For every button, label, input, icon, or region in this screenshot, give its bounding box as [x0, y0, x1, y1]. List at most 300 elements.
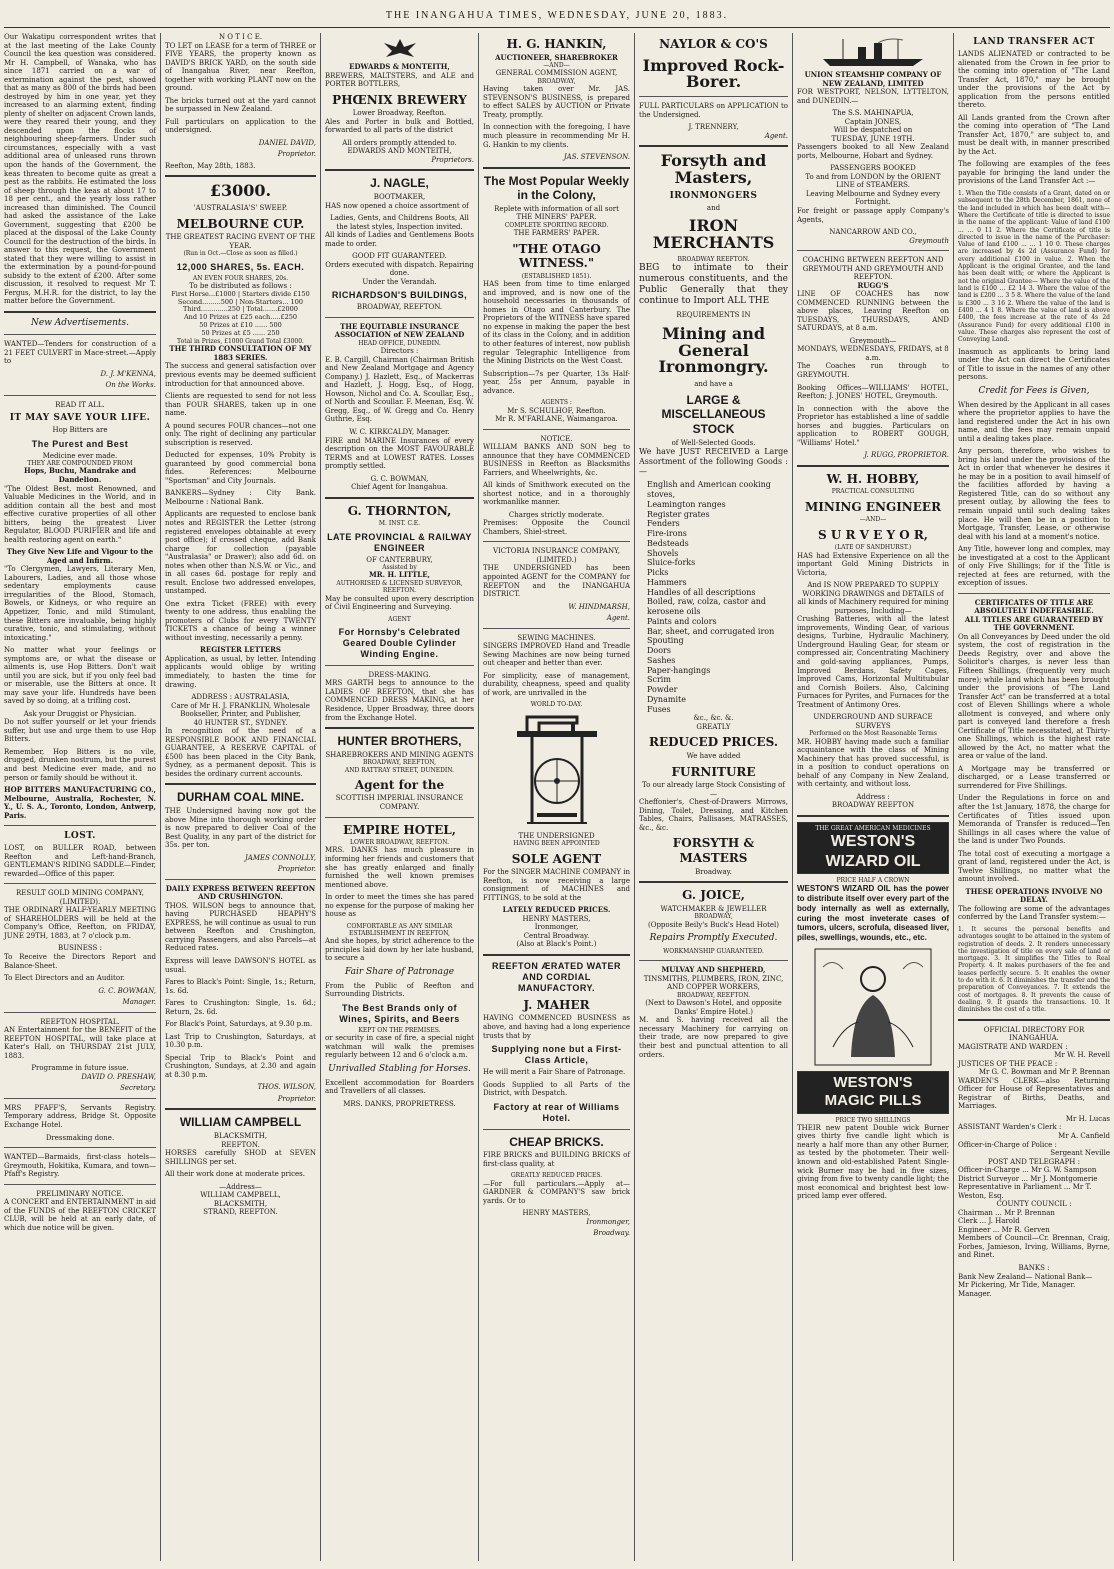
- ad-heading: For Hornsby's Celebrated Geared Double Cylinder Winding Engine.: [338, 626, 461, 659]
- ad-heading: J. MAHER: [523, 997, 590, 1012]
- directory-label: BANKS :: [1018, 1263, 1050, 1272]
- ad-text: Ales and Porter in bulk and Bottled, forwarded to all parts of the district: [325, 117, 474, 135]
- ad-text: Booking Offices—WILLIAMS' HOTEL, Reefton; J. JONES' HOTEL, Greymouth.: [797, 383, 949, 401]
- divider: [797, 465, 949, 467]
- ad-text: (Run in Oct.—Close as soon as filled.): [183, 250, 298, 258]
- banner-text: THE GREAT AMERICAN MEDICINES: [815, 824, 931, 832]
- ad-signature: HENRY MASTERS,: [522, 1209, 591, 1218]
- banner-text: WIZARD OIL: [825, 852, 921, 870]
- ad-text: E. B. Cargill, Chairman (Chairman British and New Zealand Mortgage and Agency Company.) J. Hazlett, Esq., of Mackerras and Hazlett, J. Hogg, Esq., of Hogg, Howson, Nichol and Co. A. Scoullar, Esq., of North and Scoullar. F. Meenan, Esq. W. Gregg, Esq., of W. Gregg and Co. Henry Guthrie, Esq.: [325, 355, 474, 424]
- ad-text: (ESTABLISHED 1851).: [521, 272, 592, 280]
- ad-text: They Give New Life and Vigour to the Aged and Infirm.: [6, 547, 154, 565]
- divider: [325, 497, 474, 499]
- ad-text: MRS. DANKS has much pleasure in informing her friends and customers that she has greatly enlarged and finally furnished the well known premises mentioned above.: [325, 846, 474, 889]
- phoenix-emblem-icon: [380, 37, 420, 59]
- list-item: Leamington ranges: [647, 499, 726, 509]
- ad-text: To our already large Stock Consisting of—: [642, 781, 785, 798]
- ad-heading: J. NAGLE,: [370, 176, 429, 191]
- ad-heading: COACHING BETWEEN REEFTON AND GREYMOUTH AND GREYMOUTH AND REEFTON.: [802, 256, 944, 282]
- divider: [639, 881, 788, 883]
- ad-text: MR. H. LITTLE,: [369, 570, 430, 580]
- ad-heading: S U R V E Y O R,: [818, 527, 928, 542]
- ad-text: Hops, Buchu, Mandrake and Dandelion.: [23, 466, 137, 484]
- ad-signature: Manager.: [122, 998, 156, 1007]
- ad-text: STRAND, REEFTON.: [203, 1208, 278, 1217]
- ad-text: SCOTTISH IMPERIAL INSURANCE COMPANY.: [335, 794, 464, 811]
- ad-signature: DANIEL DAVID,: [258, 138, 316, 147]
- ad-text: PRACTICAL CONSULTING: [831, 488, 915, 496]
- divider: [483, 167, 630, 169]
- ad-heading: UNION STEAMSHIP COMPANY OF NEW ZEALAND, LIMITED: [804, 70, 942, 88]
- ad-text: THE MINERS' PAPER.: [516, 213, 597, 222]
- prize-row: 50 Prizes at £10 ...... 500: [199, 321, 282, 330]
- directory-value: Mr H. Lucas: [1065, 1114, 1110, 1123]
- banner-text: WESTON'S: [830, 833, 916, 851]
- directory-label: JUSTICES OF THE PEACE :: [958, 1059, 1058, 1068]
- divider: [4, 883, 156, 884]
- ad-text: TINSMITHS, PLUMBERS, IRON, ZINC, AND COPPER WORKERS,: [643, 974, 784, 992]
- ad-text: We have added: [686, 752, 741, 761]
- ad-text: Fares to Crushington: Single, 1s. 6d.; Return, 2s. 6d.: [165, 999, 316, 1016]
- ad-signature: On the Works.: [105, 381, 156, 390]
- list-item: Sluice-forks: [647, 558, 696, 568]
- ad-heading: HUNTER BROTHERS,: [337, 734, 462, 749]
- section-new-advertisements: New Advertisements.: [31, 318, 129, 328]
- ad-text: Repairs Promptly Executed.: [649, 933, 778, 944]
- ad-text: For the SINGER MACHINE COMPANY in Reefton, is now receiving a large consignment of MACHINES and FITTINGS, to be sold at the: [483, 868, 630, 902]
- ad-text: A pound secures FOUR chances—not one only. The right of declining any particular subscription is reserved.: [165, 421, 316, 447]
- ad-text: GREATLY: [696, 722, 731, 731]
- ad-text: AND RATTRAY STREET, DUNEDIN.: [344, 766, 455, 774]
- ad-text: BLACKSMITH,: [213, 1199, 268, 1208]
- ad-text: of Well-Selected Goods.: [671, 438, 756, 447]
- ad-text: THE UNDERSIGNED has been appointed AGENT for the COMPANY for REEFTON and the INANGAHUA DISTRICT.: [483, 564, 630, 599]
- ad-heading: The Best Brands only of Wines, Spirits, and Beers: [339, 1002, 460, 1024]
- ad-heading: Mining and General Ironmongry.: [658, 323, 769, 377]
- ad-text: Captain JONES,: [844, 117, 902, 126]
- divider: [797, 250, 949, 251]
- ad-text: THE ORDINARY HALF-YEARLY MEETING of SHAREHOLDERS will be held at the Company's Office, Reefton, on FRIDAY, JUNE 29TH, 1883, at 7 o'clock p.m.: [4, 906, 156, 940]
- ad-text: BROADWAY, REEFTON,: [362, 759, 437, 767]
- ad-heading: FURNITURE: [671, 764, 756, 779]
- ad-text: Orders executed with dispatch. Repairing done.: [325, 260, 474, 278]
- ad-text: All their work done at moderate prices.: [165, 1170, 305, 1179]
- ad-text: Do not suffer yourself or let your friends suffer, but use and urge them to use Hop Bitters.: [4, 718, 156, 744]
- ad-text: WILLIAM CAMPBELL,: [200, 1191, 281, 1200]
- ad-signature: Proprietor.: [277, 865, 316, 874]
- ad-signature: MRS. DANKS, PROPRIETRESS.: [343, 1099, 456, 1108]
- ad-text: FIRE BRICKS and BUILDING BRICKS of first-class quality, at: [483, 1151, 630, 1168]
- directory-value: Engineer ... Mr R. Gerven: [958, 1225, 1050, 1234]
- ad-text: The S.S. MAHINAPUA,: [832, 109, 914, 118]
- ad-signature: JAMES CONNOLLY,: [244, 853, 316, 862]
- ad-text: M. INST. C.E.: [378, 520, 421, 528]
- ad-heading: NAYLOR & CO'S: [659, 37, 768, 51]
- directory-label: POST AND TELEGRAPH :: [987, 1157, 1080, 1166]
- ad-signature: Proprietor.: [277, 1094, 316, 1103]
- ad-text: Applicants are requested to enclose bank notes and REGISTER the Letter (strong registered envelopes obtainable at every post office); if crossed cheque, add Bank charge for collection (payable "Australasia" or Drawer); also add 6d. on notes when other than N.S.W. or Vic., and in all cases 6d. postage for reply and result. Enclose two addressed envelopes, unstamped.: [165, 510, 316, 596]
- ad-text: Address :: [856, 792, 890, 801]
- ad-heading: £3000.: [209, 181, 272, 201]
- ad-text: For Black's Point, Saturdays, at 9.30 p.m.: [165, 1020, 313, 1029]
- directory-value: Representative in Parliament ... Mr T. Weston, Esq.: [958, 1183, 1092, 1200]
- ad-text: Ladies, Gents, and Childrens Boots, All the latest styles, Inspection invited.: [330, 214, 469, 231]
- divider: [4, 311, 156, 313]
- ad-text: BANKERS—Sydney : City Bank. Melbourne : National Bank.: [165, 489, 316, 506]
- directory-label: WARDEN'S CLERK—also Returning Officer for House of Representatives and Registrar of Births, Deaths, and Marriages.: [958, 1076, 1110, 1111]
- ad-signature: G. C. BOWMAN,: [98, 986, 156, 995]
- ad-text: TUESDAY, JUNE 19TH.: [831, 134, 915, 143]
- ad-text: Credit for Fees is Given,: [978, 385, 1090, 396]
- ad-text: Greymouth—: [849, 336, 897, 345]
- directory-value: Mr W. H. Revell: [1054, 1051, 1110, 1060]
- ad-text: A CONCERT and ENTERTAINMENT in aid of the FUNDS of the REEFTON CRICKET CLUB, will be held at an early date, of which due notice will be given.: [4, 1198, 156, 1232]
- ad-text: AUTHORISED & LICENSED SURVEYOR, REEFTON.: [336, 579, 463, 595]
- ad-text: HAVING COMMENCED BUSINESS as above, and having had a long experience trusts that by: [483, 1014, 630, 1040]
- ad-heading: Agent for the: [354, 777, 445, 792]
- ad-text: LATELY REDUCED PRICES.: [502, 905, 611, 915]
- directory-value: Sergeant Neville: [1050, 1149, 1110, 1158]
- ad-heading: Forsyth and Masters,: [660, 151, 767, 188]
- ad-text: THE UNDERSIGNED: [518, 831, 595, 840]
- ad-text: COMFORTABLE AS ANY SIMILAR ESTABLISHMENT IN REEFTON,: [346, 922, 453, 938]
- ad-heading: "THE OTAGO WITNESS.": [512, 241, 601, 271]
- ad-text: BREWERS, MALTSTERS, and ALE and PORTER BOTTLERS,: [325, 71, 474, 89]
- directory-label: ASSISTANT Warden's Clerk :: [958, 1123, 1062, 1132]
- ad-heading: Improved Rock-Borer.: [642, 55, 785, 92]
- list-item: Hammers: [647, 577, 687, 587]
- ad-text: All orders promptly attended to.: [342, 138, 457, 147]
- ad-heading: LAND TRANSFER ACT: [973, 37, 1095, 47]
- ad-text: Fares to Black's Point: Single, 1s.; Return, 1s. 6d.: [165, 978, 316, 995]
- ad-heading: PRELIMINARY NOTICE.: [36, 1189, 124, 1198]
- ad-heading: ALL TITLES ARE GUARANTEED BY THE GOVERNMENT.: [964, 614, 1104, 633]
- ad-text: —AND—: [543, 62, 570, 70]
- ad-text: On all Conveyances by Deed under the old system, the cost of registration in the Deeds Registry, over and above the Solicitor's charges, is never less than Fifteen Shillings, (frequently very much more); while land which has been brought under the provisions of "The Land Transfer Act" can be transferred at a total cost of Eleven Shillings where a whole allotment is conveyed, and where only part is conveyed land therefore a fresh Certificate of Title necessitated, at Thirty-one Shillings, which is the highest rate allowed by the Act, no matter what the area or value of the land.: [958, 632, 1110, 761]
- ad-heading: LARGE & MISCELLANEOUS STOCK: [661, 392, 766, 436]
- directory-value: Chairman ... Mr P. Brennan: [958, 1208, 1055, 1217]
- ad-text: AUCTIONEER, SHAREBROKER: [495, 52, 618, 62]
- ad-signature: THOS. WILSON,: [257, 1083, 316, 1092]
- ad-text: For freight or passage apply Company's Agents,: [797, 206, 949, 224]
- ad-heading: WILLIAM CAMPBELL: [179, 1115, 302, 1130]
- ad-heading: UNDERGROUND AND SURFACE SURVEYS: [813, 713, 933, 730]
- masthead-rule: [4, 27, 1110, 28]
- banner-text: WESTON'S: [833, 1073, 913, 1091]
- ad-text: GENERAL COMMISSION AGENT,: [495, 69, 618, 78]
- list-item: Powder: [647, 685, 678, 695]
- directory-value: Officer-in-Charge ... Mr G. W. Sampson: [958, 1166, 1097, 1175]
- ad-signature: J. RUGG, PROPRIETOR.: [864, 451, 949, 460]
- ad-text: Care of Mr H. J. FRANKLIN, Wholesale Bookseller, Printer, and Publisher,: [171, 701, 310, 719]
- list-item: Register grates: [647, 509, 710, 519]
- ad-text: MR. HOBBY having made such a familiar acquaintance with the class of Mining Machinery that has proved successful, is in a position to conduct operations on behalf of any Company in New Zealand, with certainty, and without loss.: [797, 737, 949, 789]
- ad-text: THEY ARE COMPOUNDED FROM: [27, 460, 133, 468]
- divider: [639, 145, 788, 147]
- sewing-machine-icon: [507, 713, 607, 828]
- ad-signature: HENRY MASTERS,: [522, 914, 591, 923]
- list-item: Doors: [647, 646, 671, 656]
- ad-text: Any Title, however long and complex, may be investigated at a cost to the Applicant of only Five Shillings; for if the Title is rejected at fees are returned, with the exception of issues.: [958, 545, 1110, 588]
- column-7: [954, 33, 1114, 1561]
- ad-text: Charges strictly moderate.: [508, 510, 605, 519]
- ad-text: —Address—: [219, 1182, 262, 1191]
- divider: [325, 317, 474, 318]
- ad-heading: THESE OPERATIONS INVOLVE NO DELAY.: [965, 886, 1103, 905]
- list-item: Bar, sheet, and corrugated iron: [647, 626, 775, 636]
- list-item: Scrim: [647, 675, 671, 685]
- divider: [483, 429, 630, 430]
- ad-text: —For full particulars.—Apply at— GARDNER & COMPANY'S saw brick yards. Or to: [483, 1179, 630, 1205]
- column-3: [321, 33, 478, 1561]
- divider: [4, 1012, 156, 1013]
- ad-text: MONDAYS, WEDNESDAYS, FRIDAYS, at 8 a.m.: [797, 345, 949, 362]
- divider: [325, 817, 474, 818]
- list-item: Picks: [647, 568, 669, 578]
- prize-row: First Horse...£1000 | Starters divide £150: [171, 289, 310, 298]
- column-5: [635, 33, 792, 1561]
- ad-heading: DURHAM COAL MINE.: [176, 790, 305, 805]
- ad-text: Unrivalled Stabling for Horses.: [328, 1063, 471, 1074]
- divider: [4, 1098, 156, 1099]
- ad-text: THE FARMERS' PAPER.: [513, 229, 600, 238]
- ad-text: PRICE HALF A CROWN: [836, 877, 910, 885]
- directory-value: Mr G. C. Bowman and Mr P. Brennan: [978, 1068, 1110, 1077]
- ad-text: And IS NOW PREPARED TO SUPPLY WORKING DRAWINGS and DETAILS of all kinds of Machinery required for mining purposes, Including—: [797, 581, 949, 615]
- ad-text: BROADWAY,: [694, 913, 733, 921]
- ad-text: BROADWAY REEFTON: [831, 801, 915, 810]
- ad-text: For simplicity, ease of management, durability, cheapness, speed and quality of work, are unrivalled in the: [483, 671, 630, 697]
- ad-text: From the Public of Reefton and Surrounding Districts.: [325, 981, 474, 999]
- ad-text: 1. It secures the personal benefits and advantages sought to be attained in the system of registration of deeds. 2. It renders unnecessary the investigation of title on every sale of land or mortgage. 3. It simplifies the Titles to Real Property. 4. It makes purchasers of the fee and leases perfectly secure. 5. It enables the owner to do with it. 6. It diminishes the transfer and the preparation of Conveyances. 7. It extends the cost of mortgages. 8. It prevents the cause of dealing. 9. It guards the transactions. 10. It diminishes the cost of a title.: [958, 925, 1110, 1014]
- ad-text: WANTED—Barmaids, first-class hotels—Greymouth, Hokitika, Kumara, and town—Pfaff's Registry.: [4, 1153, 156, 1179]
- ad-text: 1. When the Title consists of a Grant, dated on or subsequent to the 28th December, 1861, none of the land included in which has been dealt with— Where the Certificate of title is directed to issue in the name of the applicant: Value of land £100 ... ... 0 11 2. Where the Certificate of title is directed to issue in the name of the Purchaser: Value of land £100 ... ... 1 10 0. These charges are increased by 4s 2d (Assurance Fund) for every additional £100 in value. 2. When the Applicant is the original Grantee, and the land has been dealt with; or where the Applicant is not the original Grantee— Where the value of the land is £100 ... £2 14 3. Where the value of the land is £200 ... 3 5 8. Where the value of the land is £300 ... 3 16 2. Where the value of the land is £400 ... 4 1 8. Where the value of land is above £400, the fees increase at the rate of 4s 2d (Assurance Fund) for every additional £100 in value. These charges also represent the cost of Conveying Land.: [958, 189, 1110, 344]
- ad-heading: LATE PROVINCIAL & RAILWAY ENGINEER: [327, 531, 472, 553]
- ad-heading: THE EQUITABLE INSURANCE ASSOCIATION of NEW ZEALAND: [334, 321, 465, 340]
- ad-text: Remember, Hop Bitters is no vile, drugged, drunken nostrum, but the purest and best Medicine ever made, and no person or family should be without it.: [4, 747, 156, 782]
- masthead: THE INANGAHUA TIMES, WEDNESDAY, JUNE 20, 1883.: [385, 10, 729, 21]
- ad-heading: Supplying none but a First-Class Article,: [491, 1044, 622, 1066]
- ad-text: Leaving Melbourne and Sydney every Fortnight.: [805, 189, 941, 207]
- ad-text: Crushing Batteries, with all the latest improvements, Winding Gear, of various designs, Turbine, Hydraulic Machinery, Underground Hauling Gear, for steam or compressed air, Concentrating Machinery and gold-saving appliances, Pumps, Improved Berdans, Safety Cages, Improved Cams, Horizontal Multitubular and Cornish Boilers. Also, Calcining Furnaces for Pyrites, and Furnaces for the Treatment of Antimony Ores.: [797, 615, 949, 709]
- ad-text: GOOD FIT GUARANTEED.: [352, 252, 447, 261]
- ad-text: Deducted for expenses, 10% Probity is guaranteed by good commercial bona fides. References: Melbourne "Sportsman" and City Journals.: [165, 451, 316, 485]
- ad-text: To and from LONDON by the ORIENT LINE of STEAMERS.: [805, 172, 941, 190]
- ad-text: 'AUSTRALASIA'S' SWEEP.: [193, 204, 288, 213]
- ad-text: (LATE OF SANDHURST.): [834, 544, 912, 552]
- ad-heading: The Most Popular Weekly in the Colony,: [483, 173, 630, 203]
- ad-signature: Proprietor.: [277, 150, 316, 159]
- ad-signature: Proprietors.: [431, 155, 474, 164]
- ad-text: REEFTON.: [221, 1140, 260, 1149]
- ad-text: REQUIREMENTS IN: [676, 311, 751, 320]
- ad-text: Mr R. M'FARLANE, Waimangaroa.: [495, 415, 618, 424]
- ad-text: "The Oldest Best, most Renowned, and Valuable Medicines in the World, and in addition contain all the best and most effective curative properties of all other bitters, being the greatest Liver Regulator, BLOOD PURIFIER and life and health restoring agent on earth.": [4, 484, 156, 544]
- ad-text: WORLD TO-DAY.: [530, 701, 583, 709]
- ad-text: —AND—: [859, 516, 887, 524]
- ad-signature: EDWARDS AND MONTEITH,: [347, 147, 452, 156]
- ad-text: Excellent accommodation for Boarders and Travellers of all classes.: [325, 1078, 474, 1096]
- ad-text: HOP BITTERS MANUFACTURING CO., Melbourne, Australia, Rochester, N. Y., U. S. A., Toronto, London, Antwerp, Paris.: [4, 785, 156, 820]
- ad-heading: G. JOICE,: [682, 888, 745, 903]
- ad-text: To Receive the Directors Report and Balance-Sheet.: [4, 953, 156, 970]
- ad-text: He will merit a Fair Share of Patronage.: [483, 1068, 626, 1076]
- ad-text: 40 HUNTER ST., SYDNEY.: [193, 718, 288, 727]
- ad-text: Subscription—7s per Quarter, 13s Half-year, 25s per Annum, payable in advance.: [483, 369, 630, 395]
- ad-heading: RICHARDSON'S BUILDINGS,: [331, 290, 468, 301]
- ad-text: WILLIAM BANKS AND SON beg to announce that they have COMMENCED BUSINESS in Reefton as Blacksmiths Farriers, and Wheelwrights, &c.: [483, 443, 630, 477]
- directory-value: Mr A. Canfield: [1058, 1132, 1110, 1140]
- ad-heading: MULVAY AND SHEPHERD,: [661, 965, 766, 975]
- ad-text: HAS been from time to time enlarged and improved, and is now one of the household necessaries in thousands of homes in Otago and Canterbury. The Proprietors of the WITNESS have spared no expense in making the paper the best of its class in the Colony, and in addition to other features of interest, now publish regular Telegraphic Intelligence from the Mining Districts on the West Coast.: [483, 280, 630, 366]
- ad-text: Medicine ever made.: [42, 451, 118, 460]
- ad-heading: NOTICE.: [540, 434, 573, 443]
- ad-signature: Chief Agent for Inangahua.: [351, 483, 448, 492]
- ad-text: HEAD OFFICE, DUNEDIN.: [358, 339, 441, 347]
- divider: [639, 960, 788, 961]
- ad-text: To be distributed as follows :: [189, 282, 292, 291]
- ad-heading: MINING ENGINEER: [804, 499, 942, 514]
- ad-text: Express will leave DAWSON'S HOTEL as usual.: [165, 956, 316, 974]
- ad-text: Any person, therefore, who wishes to bring his land under the provisions of the Act in order that whenever he desires it he may be in a position to avail himself of the facilities afforded by having a Registered Title, can do so without any present outlay, by allowing the fees to remain unpaid until such dealing takes place. He will then be in a position to Mortgage, Transfer, Lease, or otherwise deal with his land at a moment's notice.: [958, 447, 1110, 541]
- ad-text: BEG to intimate to their numerous constituents, and the Public Generally that they continue to Import ALL THE: [639, 263, 788, 307]
- directory-value: Clerk ... J. Harold: [958, 1217, 1020, 1226]
- ad-text: The total cost of executing a mortgage a grant of land, registered under the Act, is Twelve Shillings, no matter what the amount involved.: [958, 849, 1110, 884]
- ad-heading: CERTIFICATES OF TITLE ARE ABSOLUTELY INDEFEASIBLE.: [974, 597, 1094, 616]
- ad-text: Passengers booked to all New Zealand ports, Melbourne, Hobart and Sydney.: [797, 143, 949, 160]
- divider: [483, 541, 630, 542]
- ad-heading: IRON MERCHANTS: [652, 216, 775, 253]
- divider: [4, 334, 156, 335]
- ad-text: In recognition of the need of a RESPONSIBLE BOOK AND FINANCIAL GUARANTEE, A RESERVE CAPITAL of £500 has been placed in the City Bank, Sydney, as a permanent deposit. This is besides the ordinary current accounts.: [165, 727, 316, 778]
- ad-text: Hop Bitters are: [52, 426, 108, 435]
- ad-text: LINE OF COACHES has now COMMENCED RUNNING between the above places, Leaving Reefton on TUESDAYS, THURSDAYS, AND SATURDAYS, at 8 a.m.: [797, 290, 949, 333]
- ad-text: HAS had Extensive Experience on all the important Gold Mining Districts in Victoria,: [797, 551, 949, 577]
- engraving-figure-icon: [813, 947, 933, 1067]
- ad-heading: FORSYTH & MASTERS: [672, 836, 755, 865]
- divider: [165, 783, 316, 785]
- ad-text: OF CANTERBURY,: [366, 555, 433, 564]
- list-item: Bedsteads: [647, 538, 689, 548]
- list-item: Fire-irons: [647, 529, 687, 539]
- ad-heading: W. H. HOBBY,: [826, 471, 920, 486]
- divider: [325, 665, 474, 666]
- ad-text: Inasmuch as applicants to bring land under the Act can direct the Certificates of Title to issue in the names of any other persons.: [958, 347, 1110, 382]
- banner-text: MAGIC PILLS: [824, 1092, 922, 1110]
- ad-signature: Secretary.: [120, 1084, 156, 1093]
- ad-text: AN Entertainment for the BENEFIT of the REEFTON HOSPITAL, will take place at Kater's Hall, on THURSDAY 21st JULY, 1883.: [4, 1026, 156, 1060]
- ad-text: Assisted by: [382, 564, 417, 572]
- ad-text: AGENT: [388, 615, 411, 623]
- ad-signature: Central Broadway.: [523, 931, 590, 940]
- article-kea: Our Wakatipu correspondent writes that at the last meeting of the Lake County Council the kea question was considered. Mr H. Campbell, of Wanaka, who has since 1871 carried on a war of extermination against the pest, showed that as many as 800 of the birds had been destroyed by him in one year, yet they increased to an alarming extent, finding plenty of shelter on adjacent Crown lands, were they reared their young, and they descended upon the flocks of neighbouring sheep-farmers. Under such circumstances, especially with a vast additional area of unleased runs thrown upon the hands of the Government, the keas threaten to become quite as great a pest as the rabbits. He estimated the loss of sheep through the keas at about 17 to 18 per cent., and the yearly loss rather increased than diminished. The Council had asked the assistance of the Lake Government, suggesting that £200 be placed at the disposal of the Lake County Council for the destruction of the birds. In answer to this request, the Government stated that they were willing to assist in the extermination by a pound-for-pound subsidy to the extent of £200. After some discussion, it resolved to request Mr T. Fergus, M.H.R. for the district, to lay the matter before the Government.: [4, 33, 156, 306]
- ad-text: Dressmaking done.: [45, 1133, 115, 1142]
- ad-signature: Agent.: [764, 131, 788, 140]
- divider: [165, 1108, 316, 1110]
- ad-text: BROADWAY, REEFTON.: [356, 303, 443, 312]
- ad-text: HORSES carefully SHOD at SEVEN SHILLINGS per set.: [165, 1149, 316, 1166]
- wizard-oil-banner: [797, 822, 949, 874]
- ad-text: Full particulars on application to the undersigned.: [165, 117, 316, 135]
- ad-heading: OFFICIAL DIRECTORY FOR INANGAHUA.: [983, 1025, 1085, 1043]
- ad-text: THEIR new patent Double wick Burner gives thirty five candle light which is nearly a half more than any other Burner, as tested by the photometer. Their well-known and old-established Patent Single-wick Burner may be had in five sizes, giving from five to twenty candle light; the most economical and brightest best low-priced lamp ever offered.: [797, 1123, 949, 1201]
- list-item: Paints and colors: [647, 616, 717, 626]
- ad-heading: SOLE AGENT: [511, 851, 602, 866]
- ad-text: Lower Broadway, Reefton.: [352, 109, 447, 118]
- goods-list: [639, 480, 788, 714]
- ad-text: The following are some of the advantages conferred by the Land Transfer system:—: [958, 904, 1110, 922]
- ad-text: Mr S. SCHULHOF, Reefton.: [507, 406, 606, 415]
- list-item: Dynamite: [647, 694, 686, 704]
- column-1: [0, 33, 160, 1561]
- ad-text: To Elect Directors and an Auditor.: [4, 974, 125, 983]
- ad-heading: REGISTER LETTERS: [200, 645, 281, 655]
- ad-text: MRS GARTH begs to announce to the LADIES OF REEFTON, that she has COMMENCED DRESS MAKING, at her Residence, Upper Broadway, three doors from the Exchange Hotel.: [325, 679, 474, 722]
- divider: [483, 954, 630, 956]
- ad-heading: 12,000 SHARES, 5s. EACH.: [176, 261, 305, 272]
- list-item: Spouting: [647, 636, 684, 646]
- ad-text: LANDS ALIENATED or contracted to be alienated from the Crown in fee prior to the coming into operation of "The Land Transfer Act, 1870," may be brought under the provisions of the Act by application from the persons entitled thereto.: [958, 49, 1110, 110]
- ad-text: FULL PARTICULARS on APPLICATION to the Undersigned.: [639, 102, 788, 119]
- ad-heading: DAILY EXPRESS BETWEEN REEFTON AND CRUSHINGTON.: [165, 883, 316, 902]
- ad-text: All kinds of Smithwork executed on the shortest notice, and in a thoroughly workmanlike manner.: [483, 481, 630, 507]
- ad-text: &c., &c. &.: [693, 714, 734, 723]
- ad-text: May be consulted upon every description of Civil Engineering and Surveying.: [325, 594, 474, 612]
- ad-text: Cheffonier's, Chest-of-Drawers Mirrows, Dining, Toilet, Dressing, and Kitchen Tables, Chairs, Pallisases, MATRASSES, &c., &c.: [639, 798, 788, 832]
- divider: [4, 395, 156, 396]
- list-item: Handles of all descriptions: [647, 587, 756, 597]
- ad-text: BLACKSMITH,: [213, 1132, 268, 1141]
- ad-text: THOS. WILSON begs to announce that, having PURCHASED HEAPHY'S EXPRESS, he will continue as usual to run between Reefton and Crushington, carrying Passengers, and also Parcels—at Reduced rates.: [165, 901, 316, 953]
- ad-heading: EMPIRE HOTEL,: [343, 822, 456, 837]
- magic-pills-banner: [797, 1071, 949, 1114]
- ad-text: and have a: [694, 380, 733, 389]
- list-item: Fuses: [647, 704, 671, 714]
- ad-text: The following are examples of the fees payable for bringing the land under the provisions of the Land Transfer Act :—: [958, 160, 1110, 186]
- directory-value: Mr Pickering, Mr Tide, Manager. Manager.: [958, 1281, 1076, 1298]
- ad-signature: JAS. STEVENSON.: [563, 153, 630, 162]
- ad-text: W. C. KIRKCALDY, Manager.: [349, 428, 450, 436]
- ad-text: or security in case of fire, a special night watchman will walk the premises regularly between 12 and 6 o'clock a.m.: [325, 1034, 474, 1060]
- divider: [165, 879, 316, 880]
- ad-text: HAS now opened a choice assortment of: [325, 201, 469, 210]
- prize-row: Second.........500 | Non-Starters... 100: [177, 297, 304, 306]
- steamship-icon: [818, 37, 928, 67]
- ad-text: Will be despatched on: [833, 126, 913, 135]
- ad-text: BROADWAY,: [537, 78, 576, 85]
- ad-text: No matter what your feelings or symptoms are, or what the disease or ailments is, use Hop Bitters. Don't wait until you are sick, but if you only feel bad or miserable, use the Bitters at once. It may save your life. Hundreds have been saved by so doing, at a trifling cost.: [4, 646, 156, 706]
- ad-text: Having taken over Mr. JAS. STEVENSON'S BUSINESS, is prepared to effect SALES by AUCTION or Private Treaty, promptly.: [483, 85, 630, 119]
- ad-signature: Ironmonger,: [586, 1217, 630, 1226]
- ad-text: BOOTMAKER,: [373, 193, 426, 202]
- ad-signature: Ironmonger,: [534, 923, 579, 932]
- ad-text: We have JUST RECEIVED a Large Assortment of the following Goods :—: [639, 447, 788, 476]
- ad-text: TO LET on LEASE for a term of THREE or FIVE YEARS, the property known as DAVID'S BRICK YARD, on the south side of Inangahua River, near Reefton, together with working PLANT now on the ground.: [165, 41, 316, 93]
- ad-text: HAVING BEEN APPOINTED: [513, 840, 600, 848]
- prize-row: Third.............250 | Total.......£2000: [183, 305, 298, 314]
- list-item: Fenders: [647, 519, 680, 529]
- ad-heading: MELBOURNE CUP.: [176, 216, 305, 231]
- ad-heading: THE THIRD CONSULTATION OF MY 1883 SERIES.: [169, 344, 312, 362]
- prize-row: And 10 Prizes at £25 each.....£250: [183, 313, 298, 322]
- ad-text: SHAREBROKERS AND MINING AGENTS: [325, 750, 474, 759]
- ad-heading: G. THORNTON,: [347, 503, 452, 518]
- ad-text: In connection with the above the Proprietor has established a line of saddle horses and buggies. Particulars on application to ROBERT GOUGH, "Williams' Hotel.": [797, 404, 949, 447]
- ad-text: LOWER BROADWAY, REEFTON.: [350, 839, 449, 847]
- ad-heading: RESULT GOLD MINING COMPANY, (LIMITED).: [15, 889, 145, 906]
- ad-text: One extra Ticket (FREE) with every twenty to one address, thus enabling the promoters of Clubs for every TWENTY TICKETS a chance of being a winner without investing, necessarily a penny.: [165, 599, 316, 642]
- directory-value: Bank New Zealand— National Bank—: [958, 1272, 1093, 1281]
